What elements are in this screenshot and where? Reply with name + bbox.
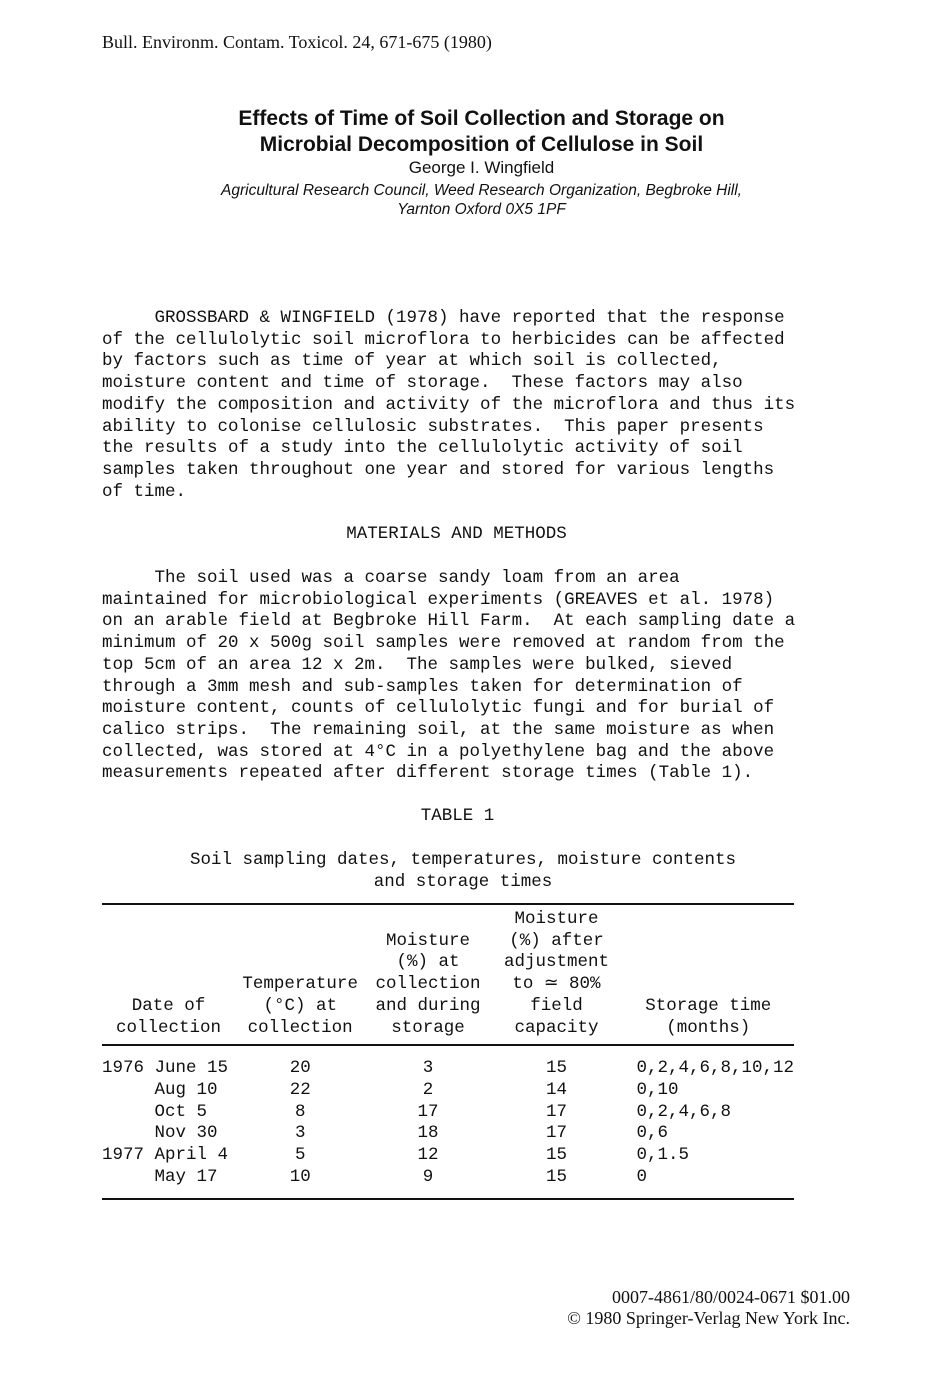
methods-paragraph: The soil used was a coarse sandy loam from an area maintained for microbiological experiments (GREAVES et al. 1978) on an arable field at Begbroke Hill Farm. At each sampling date a minimum of 20 x 500g soil samples were removed at random from the top 5cm of an area 12 x 2m. The samples were bulked, sieved through a 3mm mesh and sub-samples taken for determination of moisture content, counts of cellulolytic fungi and for burial of calico strips. The remaining soil, at the same moisture as when collected, was stored at 4°C in a polyethylene bag and the above measurements repeated after different storage times (Table 1). [102,568,796,784]
cell-moisture-collection: 3 [422,1058,434,1079]
cell-temperature: 3 [294,1123,306,1144]
cell-moisture-collection: 9 [422,1166,434,1187]
cell-storage-time: 0,6 [636,1123,668,1144]
header-moisture-adjusted: Moisture (%) after adjustment to ≃ 80% field capacity [503,909,609,1038]
cell-date: 1977 April 4 [102,1145,229,1166]
footer-copyright: © 1980 Springer-Verlag New York Inc. [567,1308,850,1328]
cell-date: Aug 10 [102,1079,218,1100]
cell-temperature: 8 [294,1101,306,1122]
cell-storage-time: 0,2,4,6,8 [636,1101,731,1122]
cell-moisture-adjusted: 15 [545,1166,567,1187]
cell-moisture-collection: 2 [422,1079,434,1100]
table-row [102,1145,794,1167]
cell-temperature: 22 [289,1079,311,1100]
header-storage-time: Storage time (months) [645,995,772,1038]
sampling-table [102,903,794,1200]
intro-paragraph: GROSSBARD & WINGFIELD (1978) have reported that the response of the cellulolytic soil microflora to herbicides can be affected by factors such as time of year at which soil is collected, moisture content and time of storage. These factors may also modify the composition and activity of the microflora and thus its ability to colonise cellulosic substrates. This paper presents the results of a study into the cellulolytic activity of soil samples taken throughout one year and stored for various lengths of time. [102,308,796,502]
table-caption [0,850,926,893]
cell-date: Oct 5 [102,1101,208,1122]
cell-moisture-adjusted: 15 [545,1145,567,1166]
header-date: Date of collection [115,995,221,1038]
cell-date: 1976 June 15 [102,1058,229,1079]
cell-temperature: 20 [289,1058,311,1079]
section-heading-methods: MATERIALS AND METHODS [346,524,567,544]
table-row [102,1167,794,1200]
cell-storage-time: 0,1.5 [636,1145,689,1166]
paper-title [0,106,938,158]
cell-moisture-collection: 18 [417,1123,439,1144]
table-label: TABLE 1 [420,806,495,826]
title-line-2: Microbial Decomposition of Cellulose in Soil [259,133,704,156]
affiliation-line-2: Yarnton Oxford 0X5 1PF [397,201,566,218]
table-header-row [102,904,794,1045]
cell-temperature: 5 [294,1145,306,1166]
cell-date: Nov 30 [102,1123,218,1144]
cell-moisture-collection: 17 [417,1101,439,1122]
author-name: George I. Wingfield [408,158,555,177]
cell-storage-time: 0,2,4,6,8,10,12 [636,1058,794,1079]
cell-date: May 17 [102,1166,218,1187]
cell-moisture-adjusted: 17 [545,1101,567,1122]
cell-storage-time: 0 [636,1166,647,1187]
header-temperature: Temperature (°C) at collection [242,974,358,1038]
title-line-1: Effects of Time of Soil Collection and Storage on [238,107,725,130]
table-row [102,1123,794,1145]
cell-storage-time: 0,10 [636,1079,679,1100]
cell-temperature: 10 [289,1166,311,1187]
header-moisture-collection: Moisture (%) at collection and during storage [375,930,481,1038]
cell-moisture-adjusted: 14 [545,1079,567,1100]
table-row [102,1102,794,1124]
table-caption-line-2: and storage times [373,871,553,892]
table-row [102,1080,794,1102]
table-row [102,1045,794,1080]
affiliation [0,181,938,219]
cell-moisture-collection: 12 [417,1145,439,1166]
cell-moisture-adjusted: 17 [545,1123,567,1144]
journal-reference: Bull. Environm. Contam. Toxicol. 24, 671-675 (1980) [102,32,492,52]
cell-moisture-adjusted: 15 [545,1058,567,1079]
affiliation-line-1: Agricultural Research Council, Weed Research Organization, Begbroke Hill, [221,182,742,199]
footer-issn-price: 0007-4861/80/0024-0671 $01.00 [612,1287,850,1307]
table-caption-line-1: Soil sampling dates, temperatures, moisture contents [189,850,737,870]
